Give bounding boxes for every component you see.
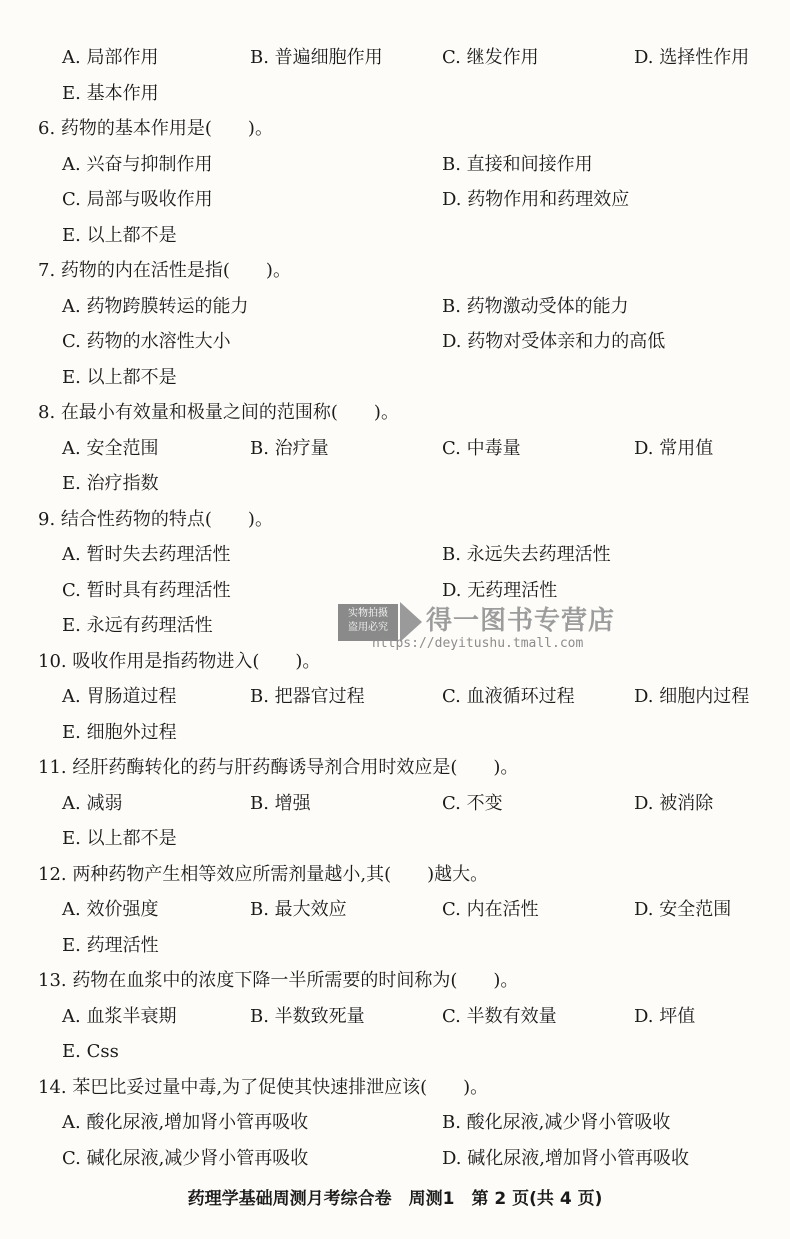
option-row: [0, 43, 790, 73]
option-row: [0, 682, 790, 712]
option-row: [0, 895, 790, 925]
option-row: [0, 150, 790, 180]
option-row: [0, 1002, 790, 1032]
answer-option: D. 细胞内过程: [634, 686, 750, 707]
answer-option: E. 永远有药理活性: [62, 615, 213, 636]
question-text: 7. 药物的内在活性是指( )。: [38, 260, 291, 281]
answer-option: B. 增强: [250, 792, 311, 814]
answer-option: E. Css: [62, 1041, 119, 1062]
answer-option: E. 药理活性: [62, 934, 159, 956]
answer-option: A. 减弱: [62, 792, 123, 814]
answer-option: B. 治疗量: [250, 437, 329, 459]
answer-option: A. 安全范围: [62, 437, 159, 459]
watermark-title: 得一图书专营店: [426, 606, 616, 636]
answer-option: B. 永远失去药理活性: [442, 544, 611, 565]
answer-option: A. 药物跨膜转运的能力: [62, 295, 249, 317]
page-footer: 药理学基础周测月考综合卷 周测1 第 2 页(共 4 页): [187, 1189, 603, 1209]
answer-option: B. 直接和间接作用: [442, 153, 593, 175]
question-stem: [0, 860, 790, 890]
answer-option: D. 药物作用和药理效应: [442, 189, 630, 210]
question-text: 9. 结合性药物的特点( )。: [38, 508, 273, 530]
answer-option: E. 以上都不是: [62, 828, 177, 849]
answer-option: B. 最大效应: [250, 899, 347, 920]
answer-option: A. 局部作用: [62, 47, 159, 68]
option-row: [0, 434, 790, 464]
question-stem: [0, 505, 790, 535]
answer-option: A. 暂时失去药理活性: [62, 544, 231, 565]
answer-option: D. 安全范围: [634, 899, 732, 920]
answer-option: B. 普遍细胞作用: [250, 47, 383, 68]
answer-option: D. 药物对受体亲和力的高低: [442, 331, 666, 352]
answer-option: E. 基本作用: [62, 82, 159, 104]
answer-option: B. 酸化尿液,减少肾小管吸收: [442, 1112, 671, 1133]
answer-option: B. 把器官过程: [250, 686, 365, 707]
answer-option: C. 半数有效量: [442, 1005, 557, 1027]
answer-option: C. 中毒量: [442, 437, 521, 459]
answer-option: C. 碱化尿液,减少肾小管再吸收: [62, 1147, 309, 1169]
question-text: 10. 吸收作用是指药物进入( )。: [38, 650, 321, 672]
store-watermark: [338, 596, 618, 652]
answer-option: C. 不变: [442, 792, 503, 814]
option-row: [0, 79, 790, 109]
answer-option: E. 以上都不是: [62, 366, 177, 388]
question-text: 12. 两种药物产生相等效应所需剂量越小,其( )越大。: [38, 863, 489, 885]
option-row: [0, 185, 790, 215]
question-text: 14. 苯巴比妥过量中毒,为了促使其快速排泄应该( )。: [38, 1076, 489, 1098]
question-stem: [0, 1073, 790, 1103]
answer-option: A. 效价强度: [62, 899, 159, 920]
question-text: 13. 药物在血浆中的浓度下降一半所需要的时间称为( )。: [38, 970, 519, 991]
answer-option: A. 胃肠道过程: [62, 686, 177, 707]
answer-option: C. 血液循环过程: [442, 686, 575, 707]
answer-option: E. 以上都不是: [62, 224, 177, 246]
question-text: 6. 药物的基本作用是( )。: [38, 118, 273, 139]
option-row: [0, 718, 790, 748]
option-row: [0, 824, 790, 854]
answer-option: D. 选择性作用: [634, 47, 750, 68]
answer-option: D. 坪值: [634, 1005, 696, 1027]
answer-option: E. 细胞外过程: [62, 721, 177, 743]
answer-option: E. 治疗指数: [62, 473, 159, 494]
option-row: [0, 327, 790, 357]
option-row: [0, 1144, 790, 1174]
option-row: [0, 540, 790, 570]
answer-option: B. 药物激动受体的能力: [442, 295, 629, 317]
option-row: [0, 931, 790, 961]
option-row: [0, 221, 790, 251]
question-text: 8. 在最小有效量和极量之间的范围称( )。: [38, 402, 399, 423]
option-row: [0, 1108, 790, 1138]
question-stem: [0, 256, 790, 286]
answer-option: D. 碱化尿液,增加肾小管再吸收: [442, 1147, 689, 1169]
answer-option: C. 内在活性: [442, 899, 539, 920]
question-stem: [0, 114, 790, 144]
question-stem: [0, 966, 790, 996]
answer-option: A. 兴奋与抑制作用: [62, 153, 213, 175]
answer-option: A. 酸化尿液,增加肾小管再吸收: [62, 1112, 309, 1133]
option-row: [0, 469, 790, 499]
watermark-url: https://deyitushu.tmall.com: [372, 636, 584, 651]
question-text: 11. 经肝药酶转化的药与肝药酶诱导剂合用时效应是( )。: [38, 757, 519, 778]
question-stem: [0, 398, 790, 428]
option-row: [0, 292, 790, 322]
answer-option: B. 半数致死量: [250, 1005, 365, 1027]
answer-option: C. 药物的水溶性大小: [62, 331, 231, 352]
option-row: [0, 1037, 790, 1067]
watermark-badge: 实物拍摄 盗用必究: [338, 604, 398, 641]
option-row: [0, 789, 790, 819]
option-row: [0, 363, 790, 393]
answer-option: D. 常用值: [634, 437, 714, 459]
answer-option: D. 被消除: [634, 792, 714, 814]
answer-option: A. 血浆半衰期: [62, 1005, 177, 1027]
answer-option: D. 无药理活性: [442, 579, 558, 601]
question-stem: [0, 753, 790, 783]
answer-option: C. 暂时具有药理活性: [62, 579, 231, 601]
answer-option: C. 继发作用: [442, 47, 539, 68]
answer-option: C. 局部与吸收作用: [62, 189, 213, 210]
